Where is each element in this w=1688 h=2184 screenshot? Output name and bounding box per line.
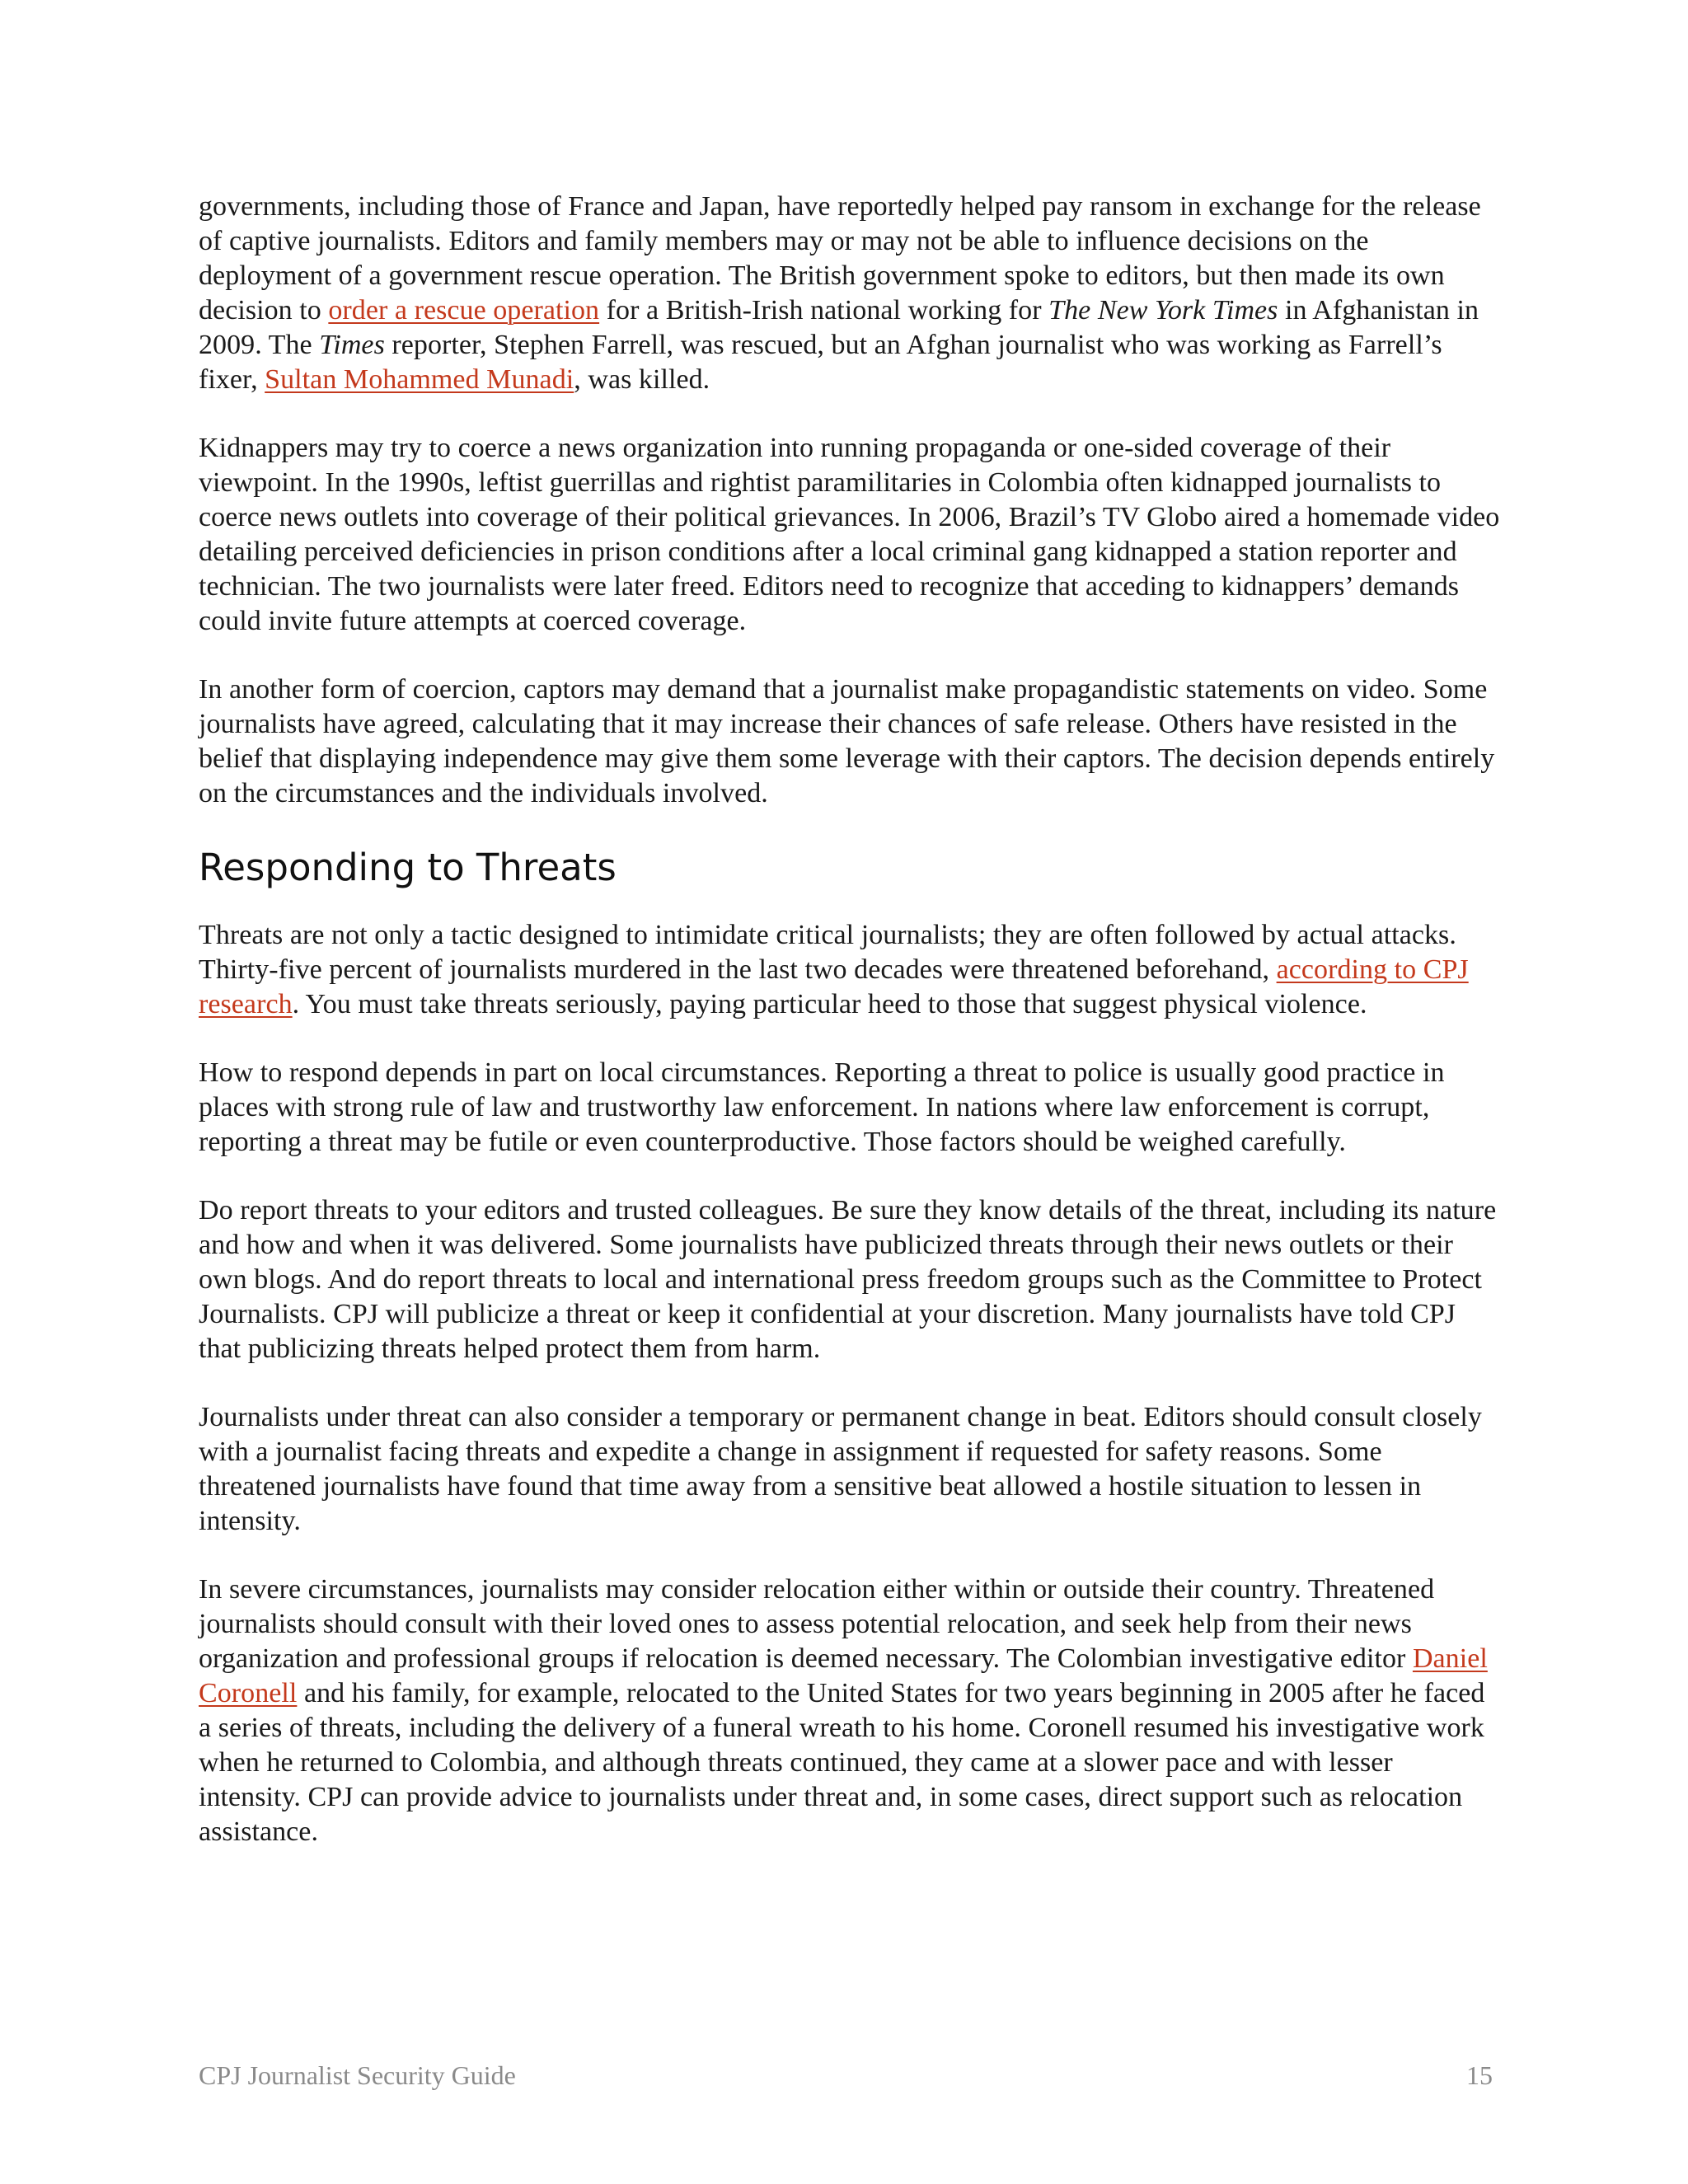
section-heading: Responding to Threats — [199, 846, 617, 889]
paragraph-propaganda-statements: In another form of coercion, captors may demand that a journalist make propagandistic statements on video. Some journalists have agreed, calculating that it may increase their chances of safe release. Others have resisted in the belief that displaying independence may give them some leverage with their captors. The decision depends entirely on the circumstances and the individuals involved. — [199, 674, 1495, 808]
text-segment: reporter, Stephen Farrell, was rescued, but an Afghan journalist who was working as Farrell’s fixer, — [199, 330, 1442, 395]
text-segment: in Afghanistan in 2009. The — [199, 295, 1479, 360]
publication-title: The New York Times — [1048, 295, 1278, 326]
text-segment: In severe circumstances, journalists may consider relocation either within or outside their country. Threatened journalists should consult with their loved ones to assess potential relocation, and seek help from their news organization and professional groups if relocation is deemed necessary. The Colombian investigative editor — [199, 1574, 1435, 1674]
text-segment: governments, including those of France and Japan, have reportedly helped pay ransom in exchange for the release of captive journalists. Editors and family members may or may not be able to influence decisions on the deployment of a government rescue operation. The British government spoke to editors, but then made its own decision to — [199, 191, 1481, 326]
paragraph-threats-intro — [199, 918, 1501, 1022]
page-footer — [199, 2060, 1493, 2091]
footer-title: CPJ Journalist Security Guide — [199, 2060, 516, 2090]
link-sultan-mohammed-munadi[interactable]: Sultan Mohammed Munadi — [265, 364, 574, 395]
paragraph-report-threats: Do report threats to your editors and trusted colleagues. Be sure they know details of the threat, including its nature and how and when it was delivered. Some journalists have publicized threats through their news outlets or their own blogs. And do report threats to local and international press freedom groups such as the Committee to Protect Journalists. CPJ will publicize a threat or keep it confidential at your discretion. Many journalists have told CPJ that publicizing threats helped protect them from harm. — [199, 1195, 1497, 1364]
paragraph-change-beat: Journalists under threat can also consider a temporary or permanent change in beat. Editors should consult closely with a journalist facing threats and expedite a change in assignment if requested for safety reasons. Some threatened journalists have found that time away from a sensitive beat allowed a hostile situation to lessen in intensity. — [199, 1402, 1482, 1536]
text-segment: Threats are not only a tactic designed to intimidate critical journalists; they are often followed by actual attacks. Thirty-five percent of journalists murdered in the last two decades were threatened beforehand, — [199, 920, 1456, 985]
link-daniel-coronell[interactable]: Daniel Coronell — [199, 1643, 1488, 1708]
paragraph-local-circumstances: How to respond depends in part on local circumstances. Reporting a threat to police is usually good practice in places with strong rule of law and trustworthy law enforcement. In nations where law enforcement is corrupt, reporting a threat may be futile or even counterproductive. Those factors should be weighed carefully. — [199, 1057, 1445, 1157]
link-cpj-research[interactable]: according to CPJ research — [199, 954, 1469, 1019]
page-number: 15 — [1466, 2060, 1493, 2090]
paragraph-ransom — [199, 190, 1501, 397]
paragraph-relocation — [199, 1572, 1501, 1849]
text-segment: . You must take threats seriously, paying particular heed to those that suggest physical violence. — [292, 989, 1367, 1019]
publication-short-title: Times — [319, 330, 385, 360]
text-segment: for a British-Irish national working for — [599, 295, 1049, 326]
text-segment: , was killed. — [574, 364, 710, 395]
paragraph-coerced-coverage: Kidnappers may try to coerce a news organization into running propaganda or one-sided coverage of their viewpoint. In the 1990s, leftist guerrillas and rightist paramilitaries in Colombia often kidnapped journalists to coerce news outlets into coverage of their political grievances. In 2006, Brazil’s TV Globo aired a homemade video detailing perceived deficiencies in prison conditions after a local criminal gang kidnapped a station reporter and technician. The two journalists were later freed. Editors need to recognize that acceding to kidnappers’ demands could invite future attempts at coerced coverage. — [199, 433, 1500, 636]
link-rescue-operation[interactable]: order a rescue operation — [328, 295, 600, 326]
text-segment: and his family, for example, relocated to the United States for two years beginning in 2005 after he faced a series of threats, including the delivery of a funeral wreath to his home. Coronell resumed his investigative work when he returned to Colombia, and although threats continued, they came at a slower pace and with lesser intensity. CPJ can provide advice to journalists under threat and, in some cases, direct support such as relocation assistance. — [199, 1678, 1485, 1847]
page-body — [199, 190, 1501, 1883]
